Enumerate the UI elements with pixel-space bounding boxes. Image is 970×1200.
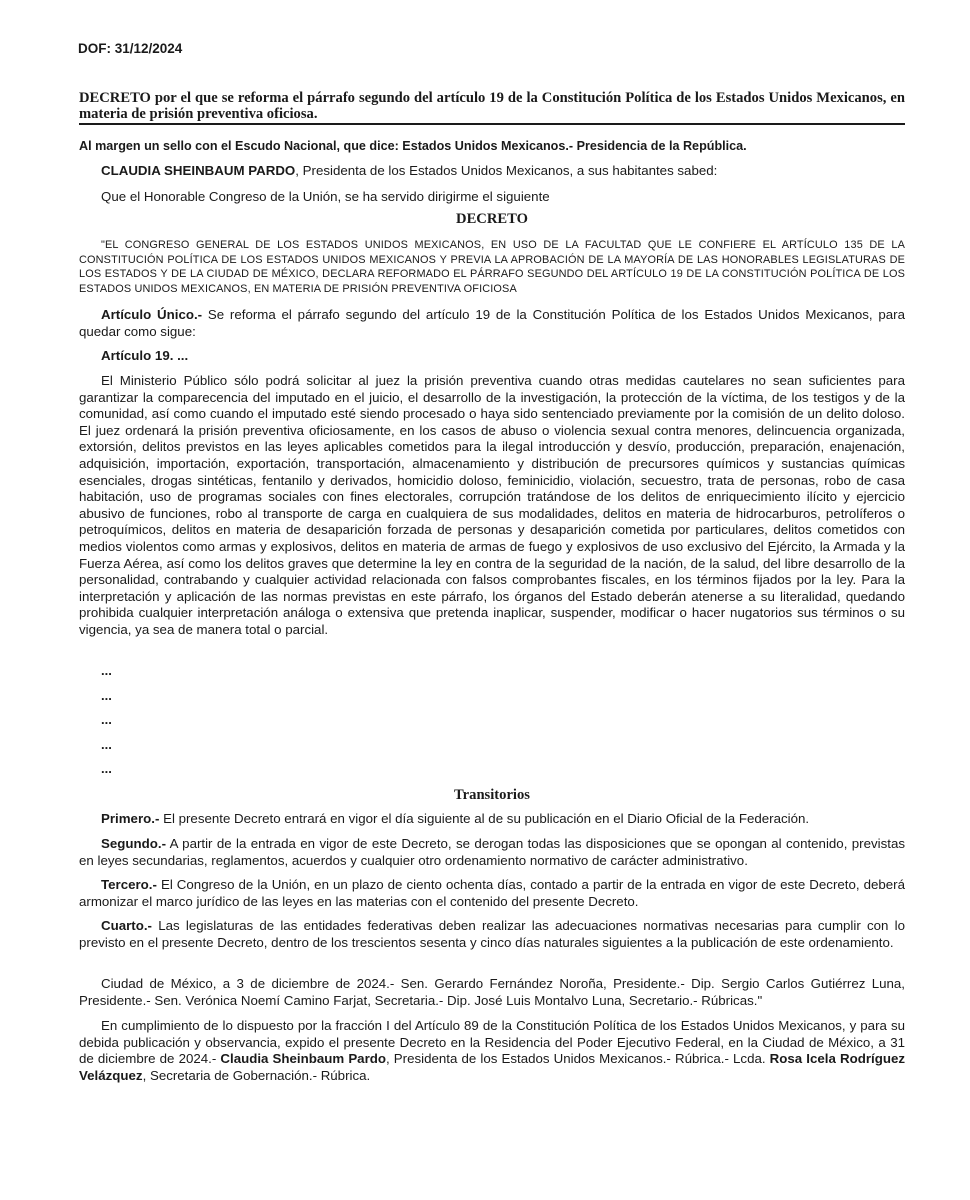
transitorio-tercero: Tercero.- El Congreso de la Unión, en un plazo de ciento ochenta días, contado a partir de la entrada en vigor de este Decreto, deberá armonizar el marco jurídico de las leyes en las materias con el contenido del presente Decreto. xyxy=(79,877,905,909)
transitorio-segundo: Segundo.- A partir de la entrada en vigor de este Decreto, se derogan todas las disposiciones que se opongan al contenido, previstas en leyes secundarias, reglamentos, acuerdos y cualquier otro ordenamiento normativo de carácter administrativo. xyxy=(79,836,905,868)
decree-title: DECRETO por el que se reforma el párrafo segundo del artículo 19 de la Constitución Política de los Estados Unidos Mexicanos, en materia de prisión preventiva oficiosa. xyxy=(79,90,905,122)
ellipsis-5: ... xyxy=(101,761,112,776)
congress-statement: "EL CONGRESO GENERAL DE LOS ESTADOS UNIDOS MEXICANOS, EN USO DE LA FACULTAD QUE LE CONFIERE EL ARTÍCULO 135 DE LA CONSTITUCIÓN POLÍTICA DE LOS ESTADOS UNIDOS MEXICANOS Y PREVIA LA APROBACIÓN DE LA MAYORÍA DE LAS HONORABLES LEGISLATURAS DE LOS ESTADOS Y DE LA CIUDAD DE MÉXICO, DECLARA REFORMADO EL PÁRRAFO SEGUNDO DEL ARTÍCULO 19 DE LA CONSTITUCIÓN POLÍTICA DE LOS ESTADOS UNIDOS MEXICANOS, EN MATERIA DE PRISIÓN PREVENTIVA OFICIOSA xyxy=(79,239,905,296)
president-name: CLAUDIA SHEINBAUM PARDO xyxy=(101,163,296,178)
transitorios-heading: Transitorios xyxy=(454,787,530,803)
closing-paragraph: En cumplimiento de lo dispuesto por la fracción I del Artículo 89 de la Constitución Política de los Estados Unidos Mexicanos, y para su debida publicación y observancia, expido el presente Decreto en la Residencia del Poder Ejecutivo Federal, en la Ciudad de México, a 31 de diciembre de 2024.- Claudia Sheinbaum Pardo, Presidenta de los Estados Unidos Mexicanos.- Rúbrica.- Lcda. Rosa Icela Rodríguez Velázquez, Secretaria de Gobernación.- Rúbrica. xyxy=(79,1018,905,1083)
transitorio-primero: Primero.- El presente Decreto entrará en vigor el día siguiente al de su publicación en el Diario Oficial de la Federación. xyxy=(101,811,810,826)
articulo-19-text: El Ministerio Público sólo podrá solicitar al juez la prisión preventiva cuando otras medidas cautelares no sean suficientes para garantizar la comparecencia del imputado en el juicio, el desarrollo de la investigación, la protección de la víctima, de los testigos y de la comunidad, así como cuando el imputado esté siendo procesado o haya sido sentenciado previamente por la comisión de un delito doloso. El juez ordenará la prisión preventiva oficiosamente, en los casos de abuso o violencia sexual contra menores, delincuencia organizada, extorsión, delitos previstos en las leyes aplicables cometidos para la ilegal introducción y desvío, producción, preparación, enajenación, adquisición, importación, exportación, transportación, almacenamiento y distribución de precursores químicos y sustancias químicas esenciales, drogas sintéticas, fentanilo y derivados, homicidio doloso, feminicidio, violación, secuestro, trata de personas, robo de casa habitación, uso de programas sociales con fines electorales, corrupción tratándose de los delitos de enriquecimiento ilícito y ejercicio abusivo de funciones, robo al transporte de carga en cualquiera de sus modalidades, delitos en materia de hidrocarburos, petrolíferos o petroquímicos, delitos en materia de desaparición forzada de personas y desaparición cometida por particulares, delitos cometidos con medios violentos como armas y explosivos, delitos en materia de armas de fuego y explosivos de uso exclusivo del Ejército, la Armada y la Fuerza Aérea, así como los delitos graves que determine la ley en contra de la seguridad de la nación, de la salud, del libre desarrollo de la personalidad, contrabando y cualquier actividad relacionada con falsos comprobantes fiscales, en los términos fijados por la ley. Para la interpretación y aplicación de las normas previstas en este párrafo, los órganos del Estado deberán atenerse a su literalidad, quedando prohibida cualquier interpretación análoga o extensiva que pretenda inaplicar, suspender, modificar o hacer nugatorios sus términos o su vigencia, ya sea de manera total o parcial. xyxy=(79,373,905,637)
signer-secretary: Rosa Icela Rodríguez Velázquez xyxy=(79,1051,905,1083)
signatures-paragraph: Ciudad de México, a 3 de diciembre de 2024.- Sen. Gerardo Fernández Noroña, Presidente.- Dip. Sergio Carlos Gutiérrez Luna, Presidente.- Sen. Verónica Noemí Camino Farjat, Secretaria.- Dip. José Luis Montalvo Luna, Secretario.- Rúbricas." xyxy=(79,976,905,1008)
decreto-heading: DECRETO xyxy=(456,211,528,227)
president-text: , Presidenta de los Estados Unidos Mexicanos, a sus habitantes sabed: xyxy=(295,163,718,178)
dof-date: DOF: 31/12/2024 xyxy=(78,41,183,56)
ellipsis-4: ... xyxy=(101,737,112,752)
signer-president: Claudia Sheinbaum Pardo xyxy=(220,1051,386,1067)
articulo-unico-text: Se reforma el párrafo segundo del artículo 19 de la Constitución Política de los Estados Unidos Mexicanos, para quedar como sigue: xyxy=(79,307,905,339)
ellipsis-3: ... xyxy=(101,712,112,727)
title-divider xyxy=(79,123,905,125)
articulo-unico-label: Artículo Único.- xyxy=(101,307,203,322)
articulo-unico-paragraph xyxy=(79,307,905,340)
transitorio-cuarto: Cuarto.- Las legislaturas de las entidades federativas deben realizar las adecuaciones normativas necesarias para cumplir con lo previsto en el presente Decreto, dentro de los trescientos sesenta y cinco días naturales siguientes a la publicación de este ordenamiento. xyxy=(79,918,905,950)
articulo-19-heading: Artículo 19. ... xyxy=(101,348,189,363)
intro-congress-paragraph: Que el Honorable Congreso de la Unión, se ha servido dirigirme el siguiente xyxy=(101,189,550,204)
intro-president-paragraph xyxy=(79,163,905,180)
ellipsis-1: ... xyxy=(101,663,112,678)
ellipsis-2: ... xyxy=(101,688,112,703)
margin-seal-note: Al margen un sello con el Escudo Nacional, que dice: Estados Unidos Mexicanos.- Presidencia de la República. xyxy=(79,139,747,153)
